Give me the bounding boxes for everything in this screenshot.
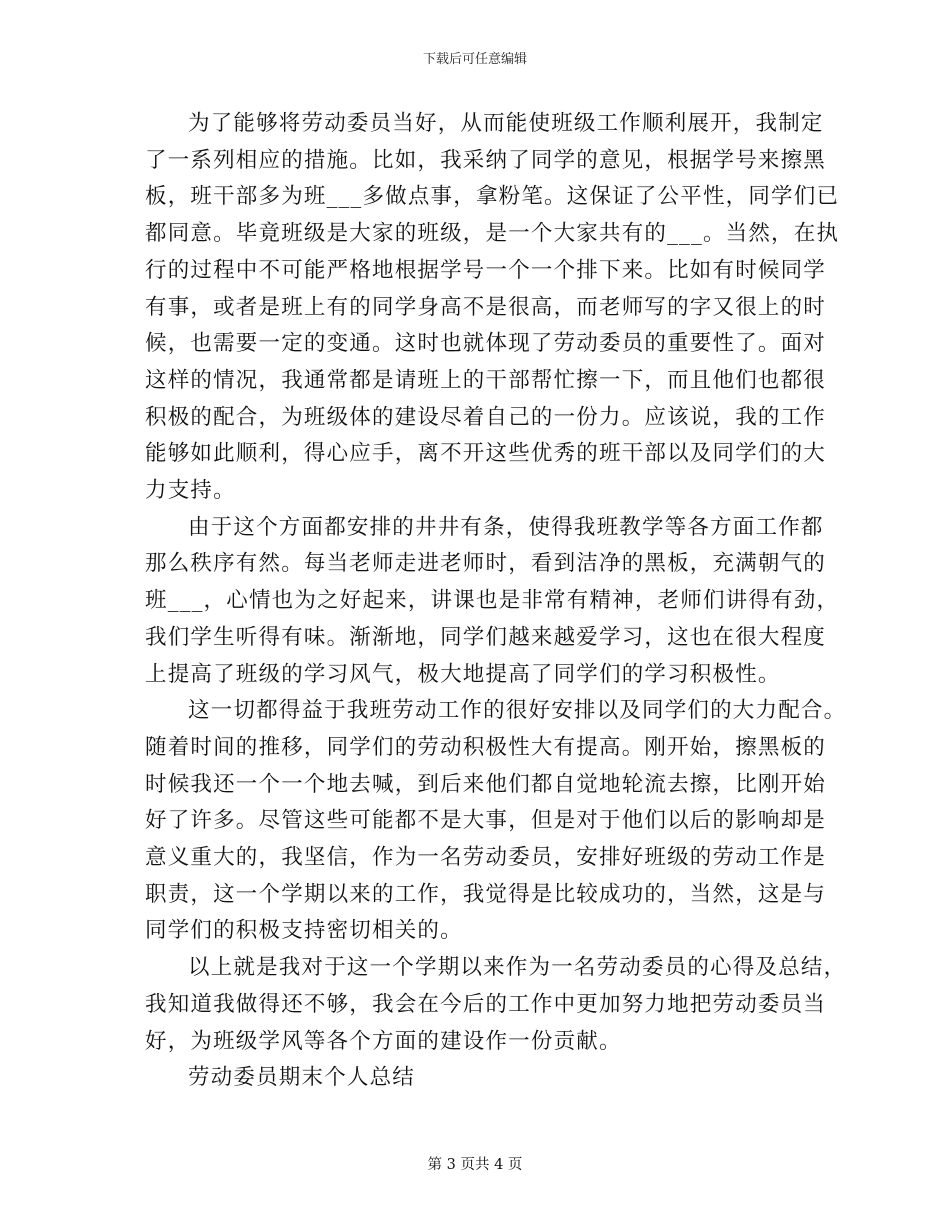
text-line: 上提高了班级的学习风气，极大地提高了同学们的学习积极性。 [145,661,781,687]
paragraph [145,106,840,510]
text-line: 力支持。 [145,478,236,504]
text-line: 劳动委员期末个人总结 [188,1065,416,1091]
text-line: 同学们的积极支持密切相关的。 [145,918,463,944]
text-line: 那么秩序有然。每当老师走进老师时，看到洁净的黑板，充满朝气的 [145,551,827,577]
text-line: 了一系列相应的措施。比如，我采纳了同学的意见，根据学号来擦黑 [145,147,827,173]
paragraph [145,693,847,950]
text-line: 好，为班级学风等各个方面的建设作一份贡献。 [145,1028,622,1054]
text-line: 都同意。毕竟班级是大家的班级，是一个大家共有的___。当然，在执 [145,221,840,247]
text-line: 由于这个方面都安排的井井有条，使得我班教学等各方面工作都 [188,514,824,540]
text-line: 这一切都得益于我班劳动工作的很好安排以及同学们的大力配合。 [188,698,847,724]
text-line: 随着时间的推移，同学们的劳动积极性大有提高。刚开始，擦黑板的 [145,734,827,760]
text-line: 这样的情况，我通常都是请班上的干部帮忙擦一下，而且他们也都很 [145,367,827,393]
text-line: 我们学生听得有味。渐渐地，同学们越来越爱学习，这也在很大程度 [145,624,827,650]
text-line: 行的过程中不可能严格地根据学号一个一个排下来。比如有时候同学 [145,257,827,283]
text-line: 时候我还一个一个地去喊，到后来他们都自觉地轮流去擦，比刚开始 [145,771,827,797]
text-line: 候，也需要一定的变通。这时也就体现了劳动委员的重要性了。面对 [145,331,827,357]
text-line: 能够如此顺利，得心应手，离不开这些优秀的班干部以及同学们的大 [145,441,827,467]
paragraph [145,510,840,694]
text-line: 职责，这一个学期以来的工作，我觉得是比较成功的，当然，这是与 [145,881,827,907]
page-footer: 第 3 页共 4 页 [427,1157,523,1173]
text-line: 好了许多。尽管这些可能都不是大事，但是对于他们以后的影响却是 [145,808,827,834]
text-line: 班___，心情也为之好起来，讲课也是非常有精神，老师们讲得有劲， [145,588,840,614]
text-line: 意义重大的，我坚信，作为一名劳动委员，安排好班级的劳动工作是 [145,845,827,871]
text-line: 我知道我做得还不够，我会在今后的工作中更加努力地把劳动委员当 [145,991,827,1017]
text-line: 以上就是我对于这一个学期以来作为一名劳动委员的心得及总结， [188,955,847,981]
text-line: 为了能够将劳动委员当好，从而能使班级工作顺利展开，我制定 [188,111,824,136]
text-line: 有事，或者是班上有的同学身高不是很高，而老师写的字又很上的时 [145,294,827,320]
page-header: 下载后可任意编辑 [422,52,527,67]
text-line: 板，班干部多为班___多做点事，拿粉笔。这保证了公平性，同学们已 [145,184,840,210]
paragraph [145,950,847,1060]
section-title [145,1060,810,1097]
document-body [145,106,847,1097]
text-line: 积极的配合，为班级体的建设尽着自己的一份力。应该说，我的工作 [145,404,827,430]
